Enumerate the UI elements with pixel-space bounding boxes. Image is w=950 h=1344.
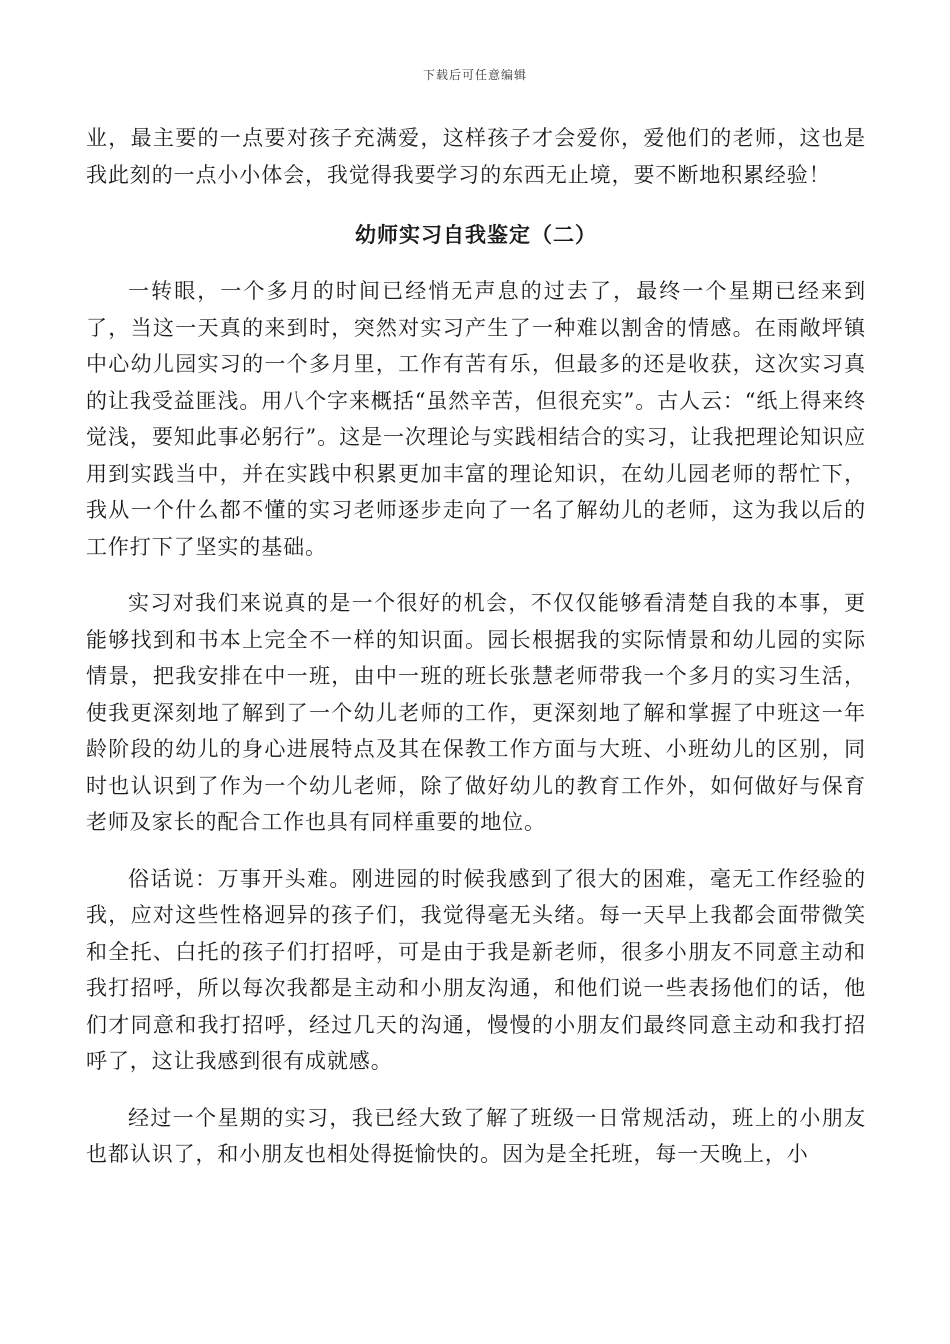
header-note: 下载后可任意编辑	[422, 68, 527, 82]
paragraph-3: 俗话说：万事开头难。刚进园的时候我感到了很大的困难，毫无工作经验的我，应对这些性格迥异的孩子们，我觉得毫无头绪。每一天早上我都会面带微笑和全托、白托的孩子们打招呼，可是由于我是新老师，很多小朋友不同意主动和我打招呼，所以每次我都是主动和小朋友沟通，和他们说一些表扬他们的话，他们才同意和我打招呼，经过几天的沟通，慢慢的小朋友们最终同意主动和我打招呼了，这让我感到很有成就感。	[86, 866, 866, 1073]
lead-paragraph: 业，最主要的一点要对孩子充满爱，这样孩子才会爱你，爱他们的老师，这也是我此刻的一点小小体会，我觉得我要学习的东西无止境，要不断地积累经验！	[86, 126, 866, 187]
document-body	[86, 120, 866, 1173]
section-title: 幼师实习自我鉴定（二）	[355, 222, 597, 247]
paragraph-2: 实习对我们来说真的是一个很好的机会，不仅仅能够看清楚自我的本事，更能够找到和书本上完全不一样的知识面。园长根据我的实际情景和幼儿园的实际情景，把我安排在中一班，由中一班的班长张慧老师带我一个多月的实习生活，使我更深刻地了解到了一个幼儿老师的工作，更深刻地了解和掌握了中班这一年龄阶段的幼儿的身心进展特点及其在保教工作方面与大班、小班幼儿的区别，同时也认识到了作为一个幼儿老师，除了做好幼儿的教育工作外，如何做好与保育老师及家长的配合工作也具有同样重要的地位。	[86, 591, 866, 834]
paragraph-1: 一转眼，一个多月的时间已经悄无声息的过去了，最终一个星期已经来到了，当这一天真的来到时，突然对实习产生了一种难以割舍的情感。在雨敞坪镇中心幼儿园实习的一个多月里，工作有苦有乐，但最多的还是收获，这次实习真的让我受益匪浅。用八个字来概括“虽然辛苦，但很充实”。古人云：“纸上得来终觉浅，要知此事必躬行”。这是一次理论与实践相结合的实习，让我把理论知识应用到实践当中，并在实践中积累更加丰富的理论知识，在幼儿园老师的帮忙下，我从一个什么都不懂的实习老师逐步走向了一名了解幼儿的老师，这为我以后的工作打下了坚实的基础。	[86, 279, 866, 559]
paragraph-4: 经过一个星期的实习，我已经大致了解了班级一日常规活动，班上的小朋友也都认识了，和小朋友也相处得挺愉快的。因为是全托班，每一天晚上，小	[86, 1105, 866, 1166]
